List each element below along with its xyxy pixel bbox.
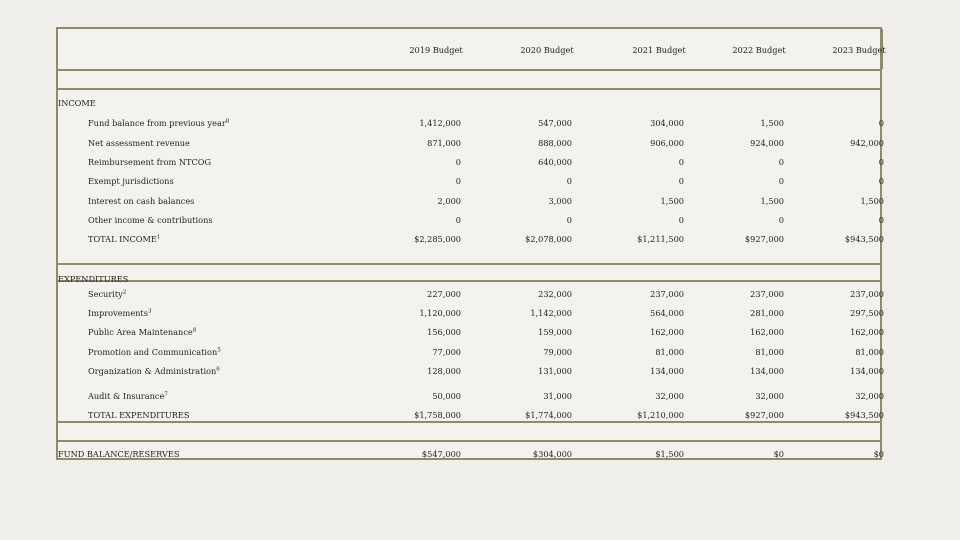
expenditure-row-label <box>88 289 126 299</box>
expenditure-row-value: $1,210,000 <box>637 410 684 420</box>
income-row-value: 1,412,000 <box>419 118 461 128</box>
income-row-value: 0 <box>878 176 884 186</box>
row-label-text: Reimbursement from NTCOG <box>88 157 212 167</box>
column-header: 2022 Budget <box>732 45 786 55</box>
expenditure-row-value: 156,000 <box>427 327 461 337</box>
income-row-value: $943,500 <box>844 234 884 244</box>
section-income-heading: INCOME <box>58 98 96 108</box>
income-row-value: 0 <box>878 118 884 128</box>
footnote-marker: 8 <box>192 327 197 334</box>
income-row-label <box>88 215 213 225</box>
expenditure-row-value: 162,000 <box>850 327 884 337</box>
row-label-text: Exempt jurisdictions <box>88 176 174 186</box>
income-row-value: 871,000 <box>427 138 461 148</box>
income-row-value: 942,000 <box>850 138 884 148</box>
row-divider <box>58 440 880 442</box>
income-row-label <box>88 176 174 186</box>
income-row-value: 0 <box>566 215 572 225</box>
row-label-text: Interest on cash balances <box>88 196 195 206</box>
row-label-text: Security <box>88 289 123 299</box>
income-row-value: 0 <box>566 176 572 186</box>
income-row-value: $1,211,500 <box>637 234 684 244</box>
column-header: 2020 Budget <box>520 45 574 55</box>
expenditure-row-label <box>88 391 168 401</box>
expenditure-row-value: 79,000 <box>543 347 572 357</box>
income-row-value: $927,000 <box>744 234 784 244</box>
income-row-value: 0 <box>678 157 684 167</box>
row-label-text: Promotion and Communication <box>88 347 218 357</box>
row-divider <box>58 421 880 423</box>
expenditure-row-value: $1,758,000 <box>414 410 461 420</box>
expenditure-row-value: $943,500 <box>844 410 884 420</box>
expenditure-row-value: 564,000 <box>650 308 684 318</box>
expenditure-row-value: $1,774,000 <box>525 410 572 420</box>
row-divider <box>58 69 880 71</box>
income-row-label <box>88 138 190 148</box>
expenditure-row-value: 134,000 <box>750 366 784 376</box>
income-row-value: 1,500 <box>660 196 684 206</box>
row-label-text: Organization & Administration <box>88 366 217 376</box>
income-row-value: 1,500 <box>760 118 784 128</box>
income-row-value: $2,285,000 <box>414 234 461 244</box>
income-row-value: 2,000 <box>437 196 461 206</box>
expenditure-row-value: 281,000 <box>750 308 784 318</box>
expenditure-row-label <box>88 410 190 420</box>
row-label-text: Fund balance from previous year <box>88 118 226 128</box>
expenditure-row-label <box>88 347 221 357</box>
column-header: 2019 Budget <box>409 45 463 55</box>
expenditure-row-label <box>88 327 196 337</box>
income-row-value: 640,000 <box>538 157 572 167</box>
expenditure-row-value: 32,000 <box>655 391 684 401</box>
income-row-value: 0 <box>455 157 461 167</box>
fund-balance-value: $1,500 <box>655 449 684 459</box>
fund-balance-value: $304,000 <box>532 449 572 459</box>
expenditure-row-value: 237,000 <box>750 289 784 299</box>
row-label-text: Improvements <box>88 308 148 318</box>
row-label-text: Net assessment revenue <box>88 138 190 148</box>
row-divider <box>58 280 880 282</box>
expenditure-row-value: 162,000 <box>650 327 684 337</box>
expenditure-row-value: 227,000 <box>427 289 461 299</box>
income-row-value: 924,000 <box>750 138 784 148</box>
footnote-marker: 6 <box>216 366 220 373</box>
income-row-label <box>88 234 160 244</box>
column-header: 2021 Budget <box>632 45 686 55</box>
row-label-text: Audit & Insurance <box>88 391 165 401</box>
budget-table <box>56 27 886 460</box>
expenditure-row-value: 81,000 <box>755 347 784 357</box>
expenditure-row-value: 81,000 <box>655 347 684 357</box>
fund-balance-value: $0 <box>773 449 784 459</box>
income-row-value: 906,000 <box>650 138 684 148</box>
expenditure-row-value: 237,000 <box>850 289 884 299</box>
expenditure-row-value: 31,000 <box>543 391 572 401</box>
income-row-value: 1,500 <box>760 196 784 206</box>
income-row-value: 1,500 <box>860 196 884 206</box>
expenditure-row-value: 134,000 <box>650 366 684 376</box>
expenditure-row-value: 128,000 <box>427 366 461 376</box>
row-label-text: Public Area Maintenance <box>88 327 193 337</box>
expenditure-row-value: 1,142,000 <box>530 308 572 318</box>
expenditure-row-value: 232,000 <box>538 289 572 299</box>
footnote-marker: 5 <box>217 347 221 354</box>
fund-balance-label: FUND BALANCE/RESERVES <box>58 449 180 459</box>
expenditure-row-value: 131,000 <box>538 366 572 376</box>
row-divider <box>58 88 880 90</box>
income-row-label <box>88 157 211 167</box>
expenditure-row-value: 32,000 <box>855 391 884 401</box>
footnote-marker: 2 <box>122 289 127 296</box>
expenditure-row-value: 50,000 <box>432 391 461 401</box>
expenditure-row-value: 162,000 <box>750 327 784 337</box>
income-row-value: 0 <box>878 157 884 167</box>
income-row-value: 0 <box>455 176 461 186</box>
income-row-value: 0 <box>678 176 684 186</box>
footnote-marker: 8 <box>225 118 230 125</box>
income-row-label <box>88 196 194 206</box>
income-row-value: $2,078,000 <box>525 234 572 244</box>
income-row-value: 0 <box>778 215 784 225</box>
fund-balance-value: $0 <box>873 449 884 459</box>
row-label-text: TOTAL INCOME <box>88 234 157 244</box>
expenditure-row-value: 134,000 <box>850 366 884 376</box>
income-row-value: 304,000 <box>650 118 684 128</box>
expenditure-row-value: 297,500 <box>850 308 884 318</box>
footnote-marker: 3 <box>147 308 152 315</box>
income-row-value: 888,000 <box>538 138 572 148</box>
income-row-value: 0 <box>878 215 884 225</box>
expenditure-row-value: 81,000 <box>855 347 884 357</box>
income-row-value: 0 <box>455 215 461 225</box>
expenditure-row-value: 32,000 <box>755 391 784 401</box>
expenditure-row-label <box>88 366 220 376</box>
row-divider <box>58 263 880 265</box>
expenditure-row-value: 159,000 <box>538 327 572 337</box>
income-row-value: 3,000 <box>548 196 572 206</box>
column-header: 2023 Budget <box>832 45 886 55</box>
footnote-marker: 7 <box>164 391 168 398</box>
income-row-value: 547,000 <box>538 118 572 128</box>
expenditure-row-value: $927,000 <box>744 410 784 420</box>
footnote-marker: 1 <box>156 234 161 241</box>
section-expenditures-heading: EXPENDITURES <box>58 274 129 284</box>
income-row-value: 0 <box>678 215 684 225</box>
income-row-value: 0 <box>778 176 784 186</box>
expenditure-row-label <box>88 308 151 318</box>
expenditure-row-value: 1,120,000 <box>419 308 461 318</box>
expenditure-row-value: 237,000 <box>650 289 684 299</box>
row-label-text: Other income & contributions <box>88 215 213 225</box>
income-row-label <box>88 118 229 128</box>
row-label-text: TOTAL EXPENDITURES <box>88 410 190 420</box>
income-row-value: 0 <box>778 157 784 167</box>
expenditure-row-value: 77,000 <box>432 347 461 357</box>
fund-balance-value: $547,000 <box>421 449 461 459</box>
